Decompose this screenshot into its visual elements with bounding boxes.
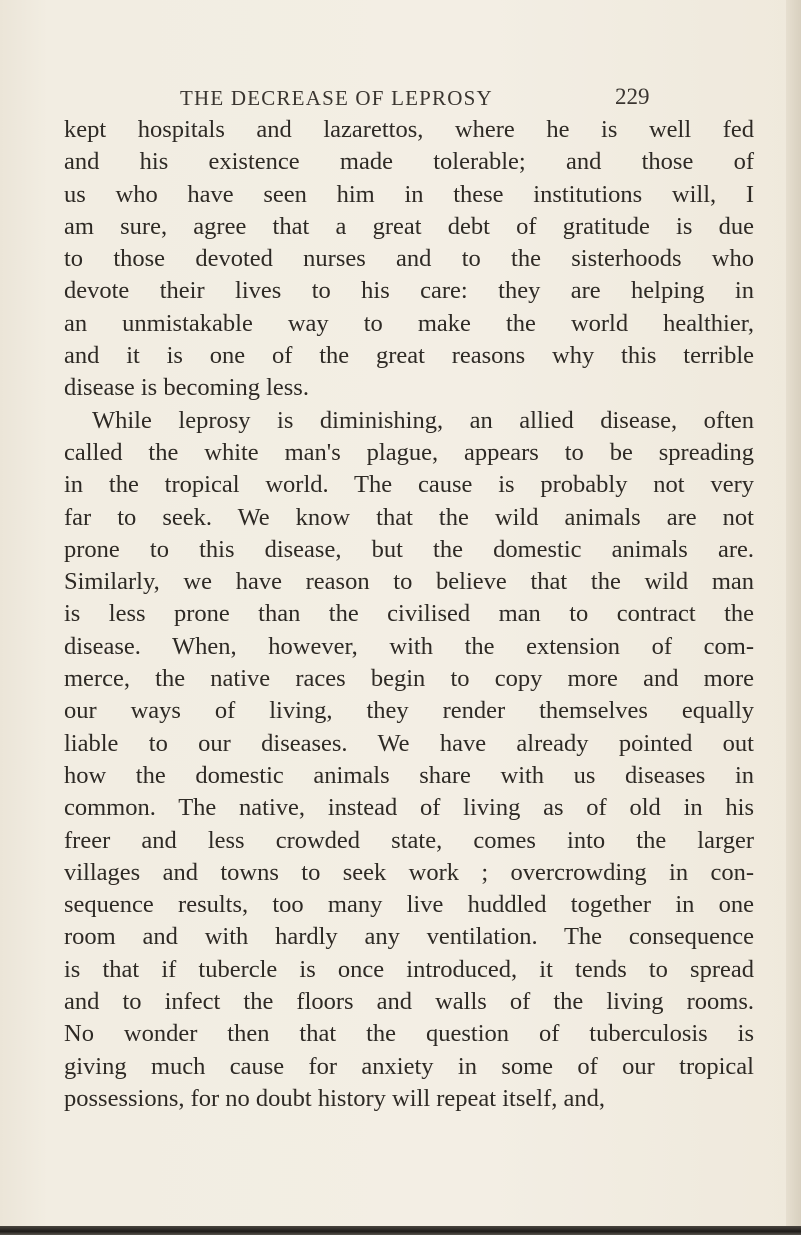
page-number: 229 xyxy=(615,84,650,109)
text-line: kept hospitals and lazarettos, where he is well fed xyxy=(64,116,754,143)
text-line: in the tropical world. The cause is probably not very xyxy=(64,471,754,499)
text-line: our ways of living, they render themselves equally xyxy=(64,697,754,725)
text-line: called the white man's plague, appears to be spreading xyxy=(64,438,754,466)
text-line: giving much cause for anxiety in some of our tropical xyxy=(64,1052,754,1080)
text-line: and to infect the floors and walls of the living rooms. xyxy=(64,988,754,1016)
text-line: While leprosy is diminishing, an allied disease, often xyxy=(92,406,754,434)
text-line: disease is becoming less. xyxy=(64,374,309,402)
text-line: merce, the native races begin to copy more and more xyxy=(64,665,754,693)
text-line: an unmistakable way to make the world healthier, xyxy=(64,309,754,337)
text-line: liable to our diseases. We have already pointed out xyxy=(64,729,754,757)
text-line: us who have seen him in these institutions will, I xyxy=(64,180,754,208)
running-head: THE DECREASE OF LEPROSY xyxy=(180,86,493,110)
text-line: freer and less crowded state, comes into the larger xyxy=(64,826,754,854)
text-line: Similarly, we have reason to believe that the wild man xyxy=(64,568,754,596)
text-line: villages and towns to seek work ; overcrowding in con- xyxy=(64,858,754,886)
text-line: common. The native, instead of living as of old in his xyxy=(64,794,754,822)
text-line: how the domestic animals share with us diseases in xyxy=(64,761,754,789)
text-line: sequence results, too many live huddled together in one xyxy=(64,891,754,919)
text-line: No wonder then that the question of tuberculosis is xyxy=(64,1020,754,1048)
text-line: possessions, for no doubt history will repeat itself, and, xyxy=(64,1084,605,1112)
text-line: prone to this disease, but the domestic animals are. xyxy=(64,535,754,563)
page-edge-shadow xyxy=(786,0,801,1226)
text-line: and it is one of the great reasons why this terrible xyxy=(64,342,754,370)
text-line: disease. When, however, with the extension of com- xyxy=(64,632,754,660)
text-line: is less prone than the civilised man to contract the xyxy=(64,600,754,628)
text-line: devote their lives to his care: they are helping in xyxy=(64,277,754,305)
text-line: to those devoted nurses and to the sisterhoods who xyxy=(64,245,754,273)
text-line: am sure, agree that a great debt of gratitude is due xyxy=(64,212,754,240)
text-line: and his existence made tolerable; and those of xyxy=(64,148,754,176)
bottom-edge-rule xyxy=(0,1226,801,1235)
text-line: far to seek. We know that the wild animals are not xyxy=(64,503,754,531)
text-line: room and with hardly any ventilation. The consequence xyxy=(64,923,754,951)
text-line: is that if tubercle is once introduced, it tends to spread xyxy=(64,955,754,983)
body-text xyxy=(64,114,754,1115)
